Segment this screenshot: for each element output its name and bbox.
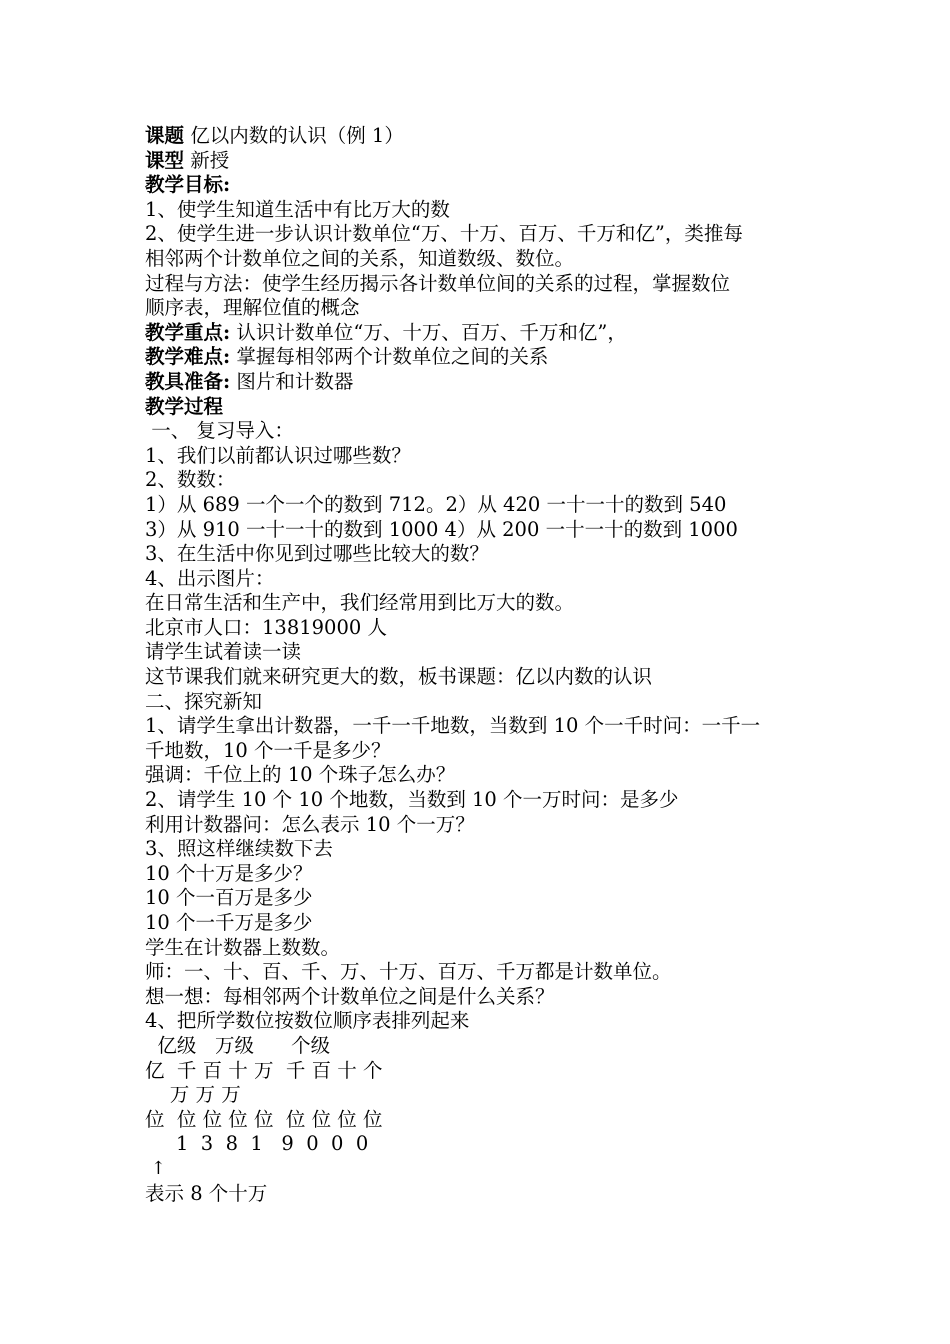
goals-label: 教学目标: [145, 173, 231, 197]
process-line: 10 个一百万是多少 [145, 886, 313, 910]
process-line: 2、请学生 10 个 10 个地数，当数到 10 个一万时问：是多少 [145, 788, 679, 812]
materials-label: 教具准备: [145, 369, 231, 393]
document-page [145, 124, 815, 1206]
goal-line: 顺序表，理解位值的概念 [145, 296, 360, 320]
difficulty-line [145, 345, 815, 370]
process-line: 北京市人口：13819000 人 [145, 615, 387, 639]
place-units-top-row: 亿 千 百 十 万 千 百 十 个 [145, 1058, 383, 1082]
topic-line [145, 124, 815, 149]
process-line: 4、出示图片： [145, 566, 275, 590]
up-arrow-icon: ↑ [145, 1157, 166, 1179]
topic-label: 课题 [145, 124, 185, 147]
process-line: 想一想：每相邻两个计数单位之间是什么关系？ [145, 984, 555, 1008]
process-line: 二、探究新知 [145, 689, 263, 713]
key-points-line [145, 321, 815, 346]
process-line: 师：一、十、百、千、万、十万、百万、千万都是计数单位。 [145, 960, 672, 984]
type-label: 课型 [145, 148, 185, 172]
process-line: 10 个一千万是多少 [145, 911, 313, 934]
goal-line: 过程与方法：使学生经历揭示各计数单位间的关系的过程，掌握数位 [145, 271, 731, 295]
place-digits-row: 1 3 8 1 9 0 0 0 [145, 1132, 369, 1156]
process-line: 利用计数器问：怎么表示 10 个一万？ [145, 812, 475, 836]
goal-line: 1、使学生知道生活中有比万大的数 [145, 197, 450, 221]
goal-line: 相邻两个计数单位之间的关系，知道数级、数位。 [145, 246, 575, 270]
goals-list [145, 198, 815, 321]
process-line: 请学生试着读一读 [145, 640, 302, 664]
process-line: 在日常生活和生产中，我们经常用到比万大的数。 [145, 591, 575, 615]
place-note: 表示 8 个十万 [145, 1181, 268, 1205]
process-line: 3、在生活中你见到过哪些比较大的数？ [145, 542, 489, 566]
process-line: 3、照这样继续数下去 [145, 837, 333, 861]
process-line: 10 个十万是多少？ [145, 861, 313, 885]
goal-line: 2、使学生进一步认识计数单位“万、十万、百万、千万和亿”，类推每 [145, 222, 743, 246]
topic-value: 亿以内数的认识（例 1） [184, 124, 404, 147]
place-value-table [145, 1034, 815, 1206]
type-line [145, 149, 815, 174]
place-units-bottom-row: 位 位 位 位 位 位 位 位 位 [145, 1107, 383, 1131]
process-line: 4、把所学数位按数位顺序表排列起来 [145, 1009, 470, 1033]
process-line: 3）从 910 一十一十的数到 1000 4）从 200 一十一十的数到 1000 [145, 517, 738, 541]
process-line: 强调：千位上的 10 个珠子怎么办？ [145, 763, 456, 787]
key-points-label: 教学重点: [145, 320, 231, 344]
process-label: 教学过程 [145, 394, 224, 418]
difficulty-label: 教学难点: [145, 345, 231, 369]
process-line: 1）从 689 一个一个的数到 712。2）从 420 一十一十的数到 540 [145, 492, 727, 516]
process-list [145, 419, 815, 1034]
process-line: 学生在计数器上数数。 [145, 935, 341, 959]
place-levels-row: 亿级 万级 个级 [145, 1033, 331, 1057]
process-line: 1、请学生拿出计数器，一千一千地数，当数到 10 个一千时问：一千一 [145, 714, 761, 738]
materials-value: 图片和计数器 [230, 369, 354, 393]
key-points-value: 认识计数单位“万、十万、百万、千万和亿”， [230, 320, 627, 344]
process-line: 一、 复习导入： [145, 419, 294, 443]
materials-line [145, 370, 815, 395]
type-value: 新授 [184, 148, 230, 172]
process-line: 2、数数： [145, 468, 236, 492]
process-line: 这节课我们就来研究更大的数，板书课题：亿以内数的认识 [145, 665, 653, 689]
place-units-mid-row: 万 万 万 [145, 1083, 241, 1107]
difficulty-value: 掌握每相邻两个计数单位之间的关系 [230, 345, 549, 369]
process-line: 1、我们以前都认识过哪些数？ [145, 443, 411, 467]
process-line: 千地数，10 个一千是多少？ [145, 738, 391, 762]
